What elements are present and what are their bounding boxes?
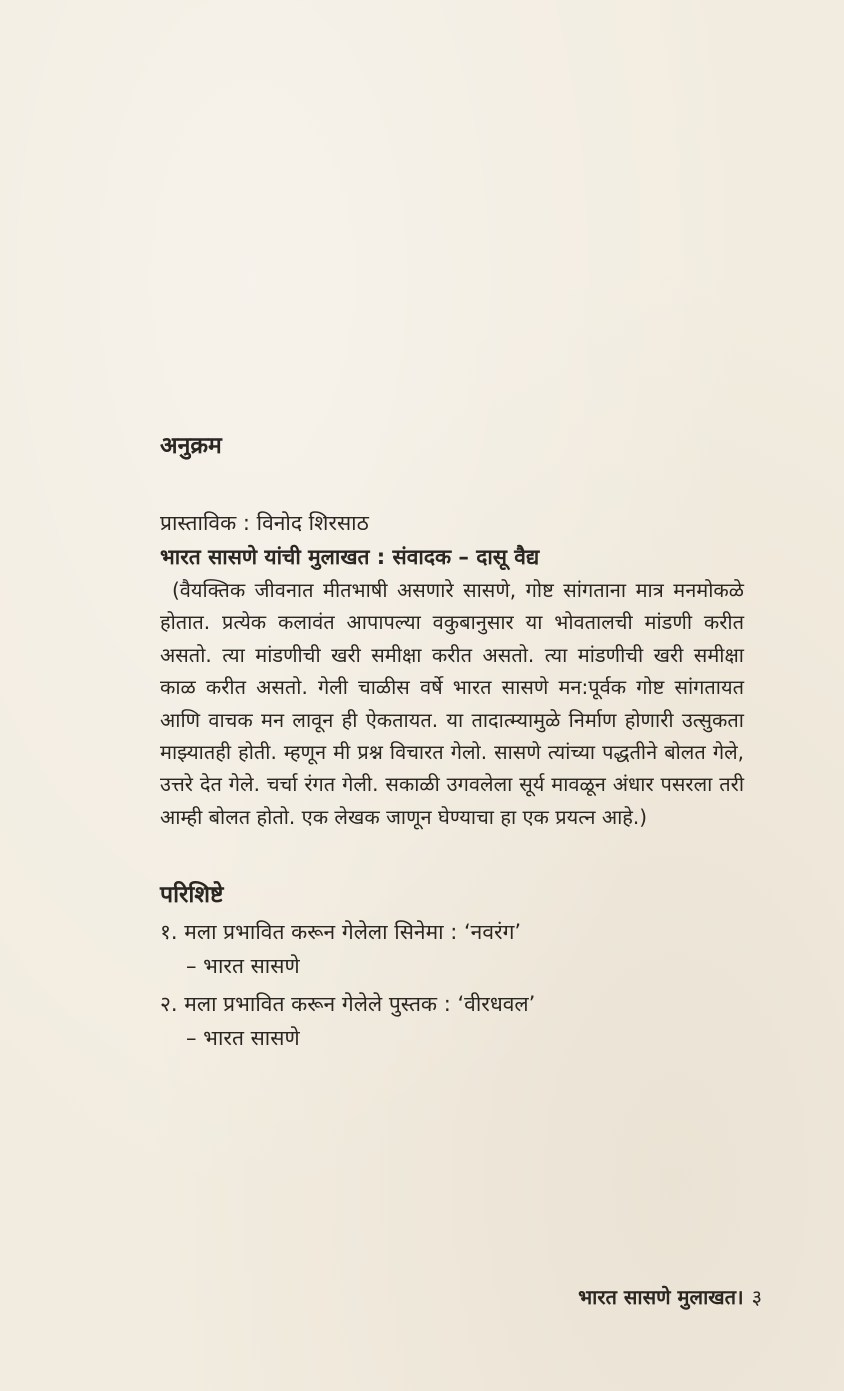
appendix-list	[160, 915, 744, 1055]
table-of-contents	[160, 430, 744, 1059]
interview-summary: (वैयक्तिक जीवनात मीतभाषी असणारे सासणे, गोष्ट सांगताना मात्र मनमोकळे होतात. प्रत्येक कलावंत आपापल्या वकुबानुसार या भोवतालची मांडणी करीत असतो. त्या मांडणीची खरी समीक्षा करीत असतो. त्या मांडणीची खरी समीक्षा काळ करीत असतो. गेली चाळीस वर्षे भारत सासणे मन:पूर्वक गोष्ट सांगतायत आणि वाचक मन लावून ही ऐकतायत. या तादात्म्यामुळे निर्माण होणारी उत्सुकता माझ्यातही होती. म्हणून मी प्रश्न विचारत गेलो. सासणे त्यांच्या पद्धतीने बोलत गेले, उत्तरे देत गेले. चर्चा रंगत गेली. सकाळी उगवलेला सूर्य मावळून अंधार पसरला तरी आम्ही बोलत होतो. एक लेखक जाणून घेण्याचा हा एक प्रयत्न आहे.)	[160, 578, 744, 829]
page-number: ३	[751, 1285, 762, 1309]
page-footer	[578, 1282, 762, 1312]
preface-entry: प्रास्ताविक : विनोद शिरसाठ	[160, 511, 369, 535]
contents-heading: अनुक्रम	[160, 433, 222, 459]
appendix-author-1: – भारत सासणे	[186, 954, 300, 979]
appendix-item-2: २. मला प्रभावित करून गेलेले पुस्तक : ‘वीरधवल’	[160, 992, 536, 1017]
running-title: भारत सासणे मुलाखत।	[578, 1285, 744, 1309]
interview-entry: भारत सासणे यांची मुलाखत : संवादक – दासू वैद्य	[160, 545, 540, 569]
appendix-author-2: – भारत सासणे	[186, 1026, 300, 1051]
appendix-item-1: १. मला प्रभावित करून गेलेला सिनेमा : ‘नवरंग’	[160, 920, 522, 945]
appendices-heading: परिशिष्टे	[160, 882, 224, 909]
